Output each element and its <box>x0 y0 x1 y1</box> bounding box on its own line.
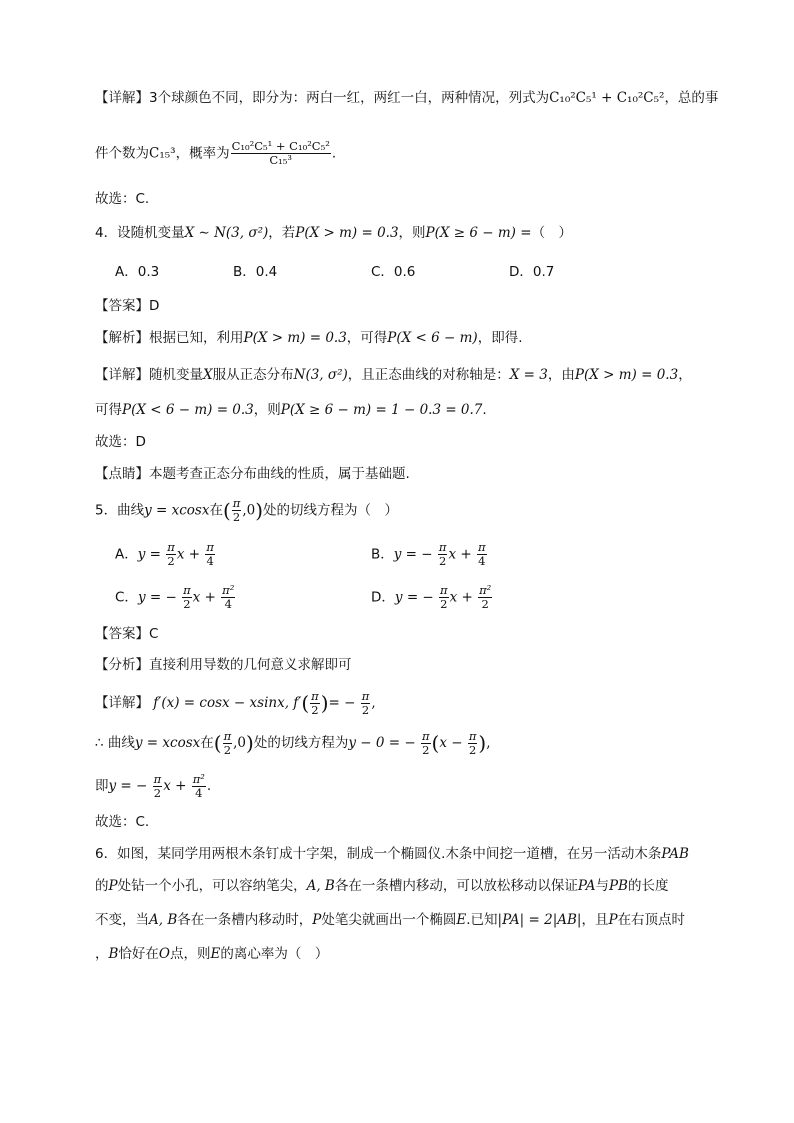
q4-choose: 故选：D <box>95 434 146 450</box>
q4-answer: 【答案】D <box>95 298 160 314</box>
q4-detail-2: 可得P(X < 6 − m) = 0.3，则P(X ≥ 6 − m) = 1 − 0.3 = 0.7. <box>95 402 487 418</box>
q5-option-a: A．y = $\frac{\pi}{2}$ x + $\frac{\pi}{4}$ <box>115 540 214 568</box>
q6-line-4: ，B恰好在O点，则E的离心率为（ ） <box>95 946 329 962</box>
q4-option-d: D．0.7 <box>509 264 555 280</box>
answer-line: 故选：C. <box>95 191 150 207</box>
q4-analysis: 【解析】根据已知，利用P(X > m) = 0.3，可得P(X < 6 − m)，即得. <box>95 330 523 346</box>
q5-option-c: C．y = − $\frac{\pi}{2}$ x + $\frac{\text{π²}}{4}$ <box>115 583 235 611</box>
q4-detail-1: 【详解】随机变量X服从正态分布N(3, σ²)，且正态曲线的对称轴是：X = 3，由P(X > m) = 0.3， <box>95 367 692 383</box>
q5-detail-2: ∴ 曲线y = xcosx在( $\frac{\pi}{2}$ ,0)处的切线方程为y − 0 = − $\frac{\pi}{2}$ (x − $\frac{\pi}{2}$ ), <box>95 728 491 757</box>
q4-stem: 4．设随机变量X ∼ N(3, σ²)，若P(X > m) = 0.3，则P(X ≥ 6 − m) =（ ） <box>95 225 573 241</box>
detail-tag: 【详解】 <box>95 90 149 106</box>
q5-option-d: D．y = − $\frac{\pi}{2}$ x + $\frac{\text{π²}}{2}$ <box>371 583 492 611</box>
q6-line-2: 的P处钻一个小孔，可以容纳笔尖，A, B各在一条槽内移动，可以放松移动以保证PA与PB的长度 <box>95 878 669 894</box>
detail-line-1: 【详解】3个球颜色不同，即分为：两白一红，两红一白，两种情况，列式为C₁₀²C₅¹ + C₁₀²C₅²，总的事 <box>95 90 719 106</box>
q5-stem: 5．曲线y = xcosx在( $\frac{\pi}{2}$ ,0)处的切线方程为（ ） <box>95 496 399 524</box>
q5-detail-1: 【详解】 f′(x) = cosx − xsinx, f′( $\frac{\pi}{2}$ )= − $\frac{\pi}{2}$ , <box>95 688 376 717</box>
q5-analysis: 【分析】直接利用导数的几何意义求解即可 <box>95 657 352 673</box>
q4-option-c: C．0.6 <box>371 264 416 280</box>
q5-choose: 故选：C. <box>95 814 150 830</box>
q4-option-b: B．0.4 <box>233 264 278 280</box>
probability-fraction: $\frac{\text{C₁₀²C₅¹ + C₁₀²C₅²}}{\text{C₁₅³}}$ <box>231 139 330 167</box>
q5-option-b: B．y = − $\frac{\pi}{2}$ x + $\frac{\pi}{4}$ <box>371 540 486 568</box>
q4-option-a: A．0.3 <box>115 264 160 280</box>
q5-answer: 【答案】C <box>95 626 159 642</box>
detail-line-2: 件个数为C₁₅³，概率为 $\frac{\text{C₁₀²C₅¹ + C₁₀²C₅²}}{\text{C₁₅³}}$ . <box>95 139 337 167</box>
q6-line-3: 不变，当A, B各在一条槽内移动时，P处笔尖就画出一个椭圆E.已知|PA| = 2|AB|，且P在右顶点时 <box>95 912 686 928</box>
q6-line-1: 6．如图，某同学用两根木条钉成十字架，制成一个椭圆仪.木条中间挖一道槽，在另一活动木条PAB <box>95 846 689 862</box>
q5-detail-3: 即y = − $\frac{\pi}{2}$ x + $\frac{\text{π²}}{4}$ . <box>95 771 212 800</box>
q4-comment: 【点睛】本题考查正态分布曲线的性质，属于基础题. <box>95 466 410 482</box>
